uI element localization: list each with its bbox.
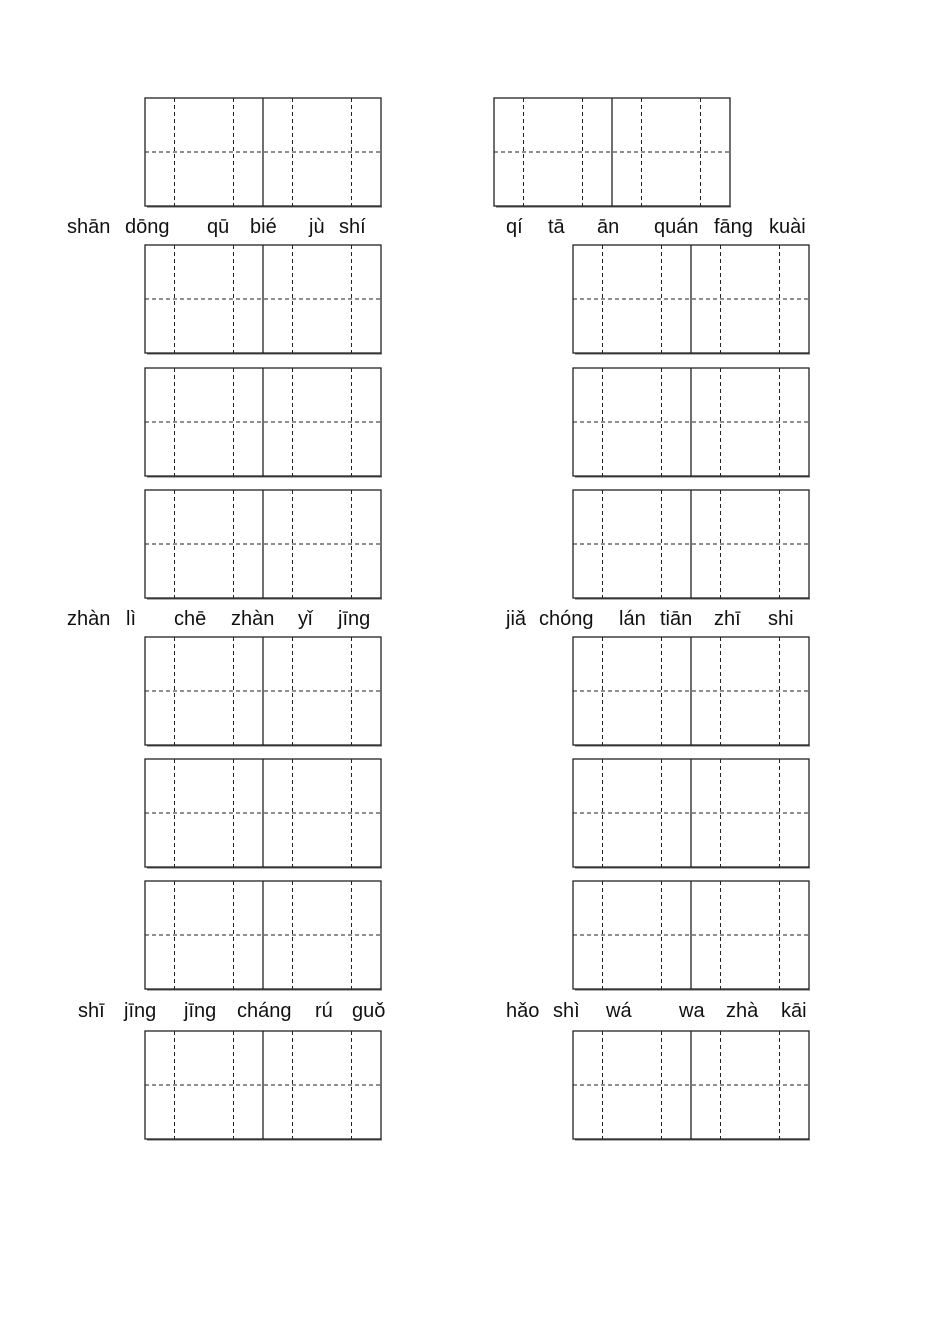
- pinyin-syllable: wá: [606, 1000, 632, 1022]
- pinyin-row: [0, 215, 950, 239]
- writing-grid: [144, 758, 382, 869]
- writing-grid: [144, 636, 382, 747]
- pinyin-syllable: shī: [78, 1000, 105, 1022]
- pinyin-syllable: jù: [309, 216, 325, 238]
- pinyin-syllable: qí: [506, 216, 523, 238]
- pinyin-syllable: qū: [207, 216, 230, 238]
- pinyin-syllable: rú: [315, 1000, 333, 1022]
- pinyin-row: [0, 999, 950, 1023]
- pinyin-syllable: zhàn: [67, 608, 111, 630]
- pinyin-syllable: lì: [126, 608, 136, 630]
- pinyin-syllable: zhī: [714, 608, 741, 630]
- pinyin-syllable: ān: [597, 216, 620, 238]
- writing-grid: [144, 880, 382, 991]
- pinyin-syllable: dōng: [125, 216, 170, 238]
- pinyin-syllable: guǒ: [352, 1000, 386, 1022]
- pinyin-syllable: cháng: [237, 1000, 292, 1022]
- writing-grid: [572, 758, 810, 869]
- pinyin-syllable: yǐ: [298, 608, 313, 630]
- pinyin-syllable: jīng: [184, 1000, 217, 1022]
- pinyin-syllable: bié: [250, 216, 277, 238]
- pinyin-syllable: quán: [654, 216, 699, 238]
- pinyin-syllable: chóng: [539, 608, 594, 630]
- pinyin-syllable: kāi: [781, 1000, 807, 1022]
- writing-grid: [572, 1030, 810, 1141]
- writing-grid: [144, 97, 382, 208]
- writing-grid: [144, 1030, 382, 1141]
- pinyin-syllable: kuài: [769, 216, 806, 238]
- pinyin-syllable: shì: [553, 1000, 580, 1022]
- pinyin-syllable: tiān: [660, 608, 693, 630]
- writing-grid: [493, 97, 731, 208]
- writing-grid: [144, 244, 382, 355]
- pinyin-syllable: jīng: [124, 1000, 157, 1022]
- pinyin-syllable: wa: [679, 1000, 705, 1022]
- pinyin-syllable: shi: [768, 608, 794, 630]
- pinyin-syllable: zhà: [726, 1000, 759, 1022]
- pinyin-syllable: jiǎ: [506, 608, 527, 630]
- writing-grid: [144, 367, 382, 478]
- writing-grid: [572, 489, 810, 600]
- pinyin-syllable: shí: [339, 216, 366, 238]
- writing-grid: [572, 244, 810, 355]
- pinyin-syllable: tā: [548, 216, 565, 238]
- pinyin-syllable: jīng: [338, 608, 371, 630]
- pinyin-syllable: fāng: [714, 216, 753, 238]
- pinyin-syllable: zhàn: [231, 608, 275, 630]
- writing-grid: [572, 367, 810, 478]
- writing-grid: [572, 880, 810, 991]
- pinyin-row: [0, 607, 950, 631]
- pinyin-syllable: lán: [619, 608, 646, 630]
- pinyin-syllable: hǎo: [506, 1000, 540, 1022]
- writing-grid: [144, 489, 382, 600]
- pinyin-syllable: chē: [174, 608, 207, 630]
- pinyin-syllable: shān: [67, 216, 111, 238]
- writing-grid: [572, 636, 810, 747]
